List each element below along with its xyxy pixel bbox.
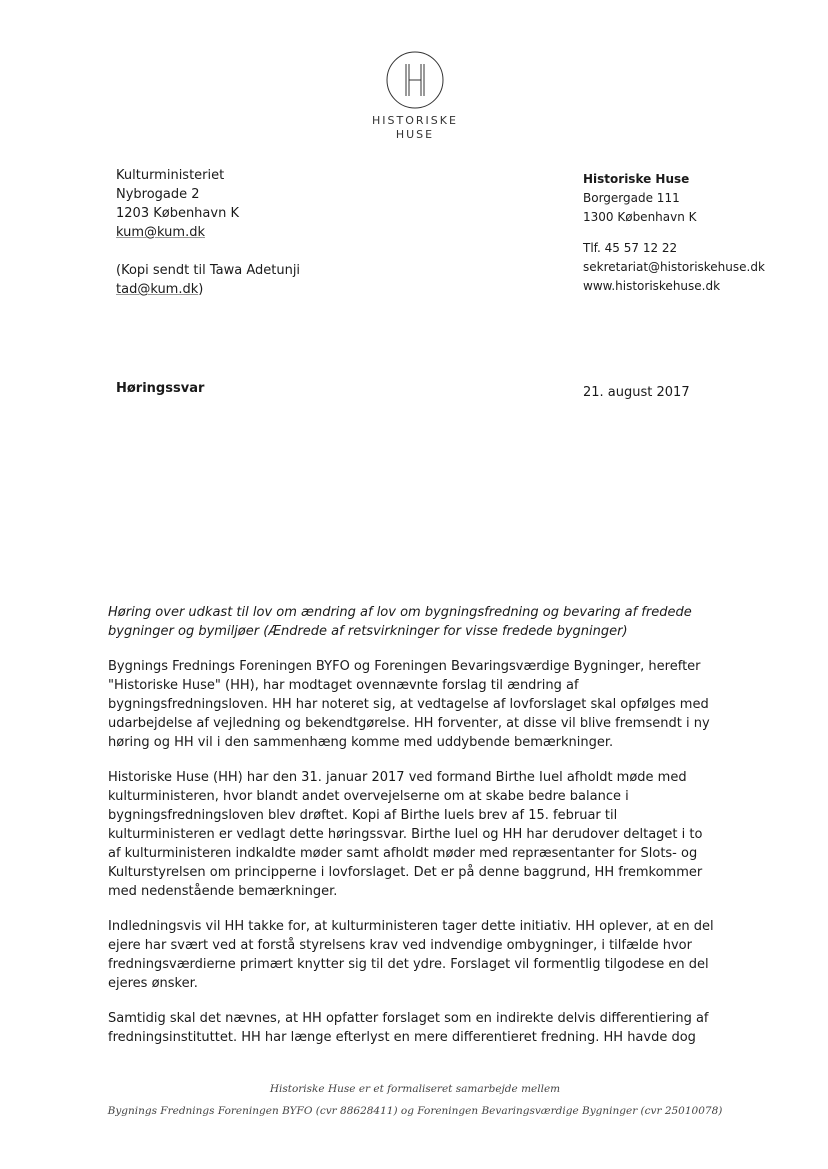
letter-subject: Høringssvar — [116, 381, 205, 396]
copy-email-link[interactable]: tad@kum.dk — [116, 282, 199, 297]
recipient-email-link[interactable]: kum@kum.dk — [116, 225, 205, 240]
body-paragraph-3: Indledningsvis vil HH takke for, at kulturministeren tager dette initiativ. HH oplever, at en del ejere har svært ved at forstå styrelsens krav ved indvendige ombygninger, i tilfælde hvor fredningsværdierne primært knytter sig til det ydre. Forslaget vil formentlig tilgodese en del ejeres ønsker. — [108, 919, 714, 991]
historiske-huse-logo — [360, 50, 470, 142]
logo-line-1: HISTORISKE — [372, 114, 458, 127]
recipient-city: 1203 København K — [116, 206, 239, 221]
logo-text — [360, 114, 470, 142]
sender-website[interactable]: www.historiskehuse.dk — [583, 279, 721, 293]
body-paragraph-2: Historiske Huse (HH) har den 31. januar 2017 ved formand Birthe Iuel afholdt møde med kulturministeren, hvor blandt andet overvejelserne om at skabe bedre balance i bygningsfredningsloven blev drøftet. Kopi af Birthe Iuels brev af 15. februar til kulturministeren er vedlagt dette høringssvar. Birthe Iuel og HH har derudover deltaget i to af kulturministeren indkaldte møder samt afholdt møder med repræsentanter for Slots- og Kulturstyrelsen om principperne i lovforslaget. Det er på denne baggrund, HH fremkommer med nedenstående bemærkninger. — [108, 770, 703, 899]
recipient-name: Kulturministeriet — [116, 168, 225, 183]
letter-date: 21. august 2017 — [583, 385, 690, 400]
hh-monogram-icon — [385, 50, 445, 110]
copy-notice — [116, 261, 300, 299]
body-heading: Høring over udkast til lov om ændring af lov om bygningsfredning og bevaring af fredede bygninger og bymiljøer (Ændrede af retsvirkninger for visse fredede bygninger) — [108, 605, 692, 639]
copy-email-row — [116, 280, 300, 299]
copy-line: (Kopi sendt til Tawa Adetunji — [116, 263, 301, 278]
body-paragraph-4: Samtidig skal det nævnes, at HH opfatter forslaget som en indirekte delvis differentiering af fredningsinstituttet. HH har længe efterlyst en mere differentieret fredning. HH havde dog — [108, 1011, 709, 1045]
recipient-address — [116, 166, 239, 242]
copy-close-paren: ) — [198, 282, 204, 297]
sender-email[interactable]: sekretariat@historiskehuse.dk — [583, 260, 765, 274]
sender-phone: Tlf. 45 57 12 22 — [583, 241, 678, 255]
sender-city: 1300 København K — [583, 210, 697, 224]
footer-line-1: Historiske Huse er et formaliseret samarbejde mellem — [269, 1083, 561, 1095]
letter-body — [108, 603, 714, 1063]
logo-line-2: HUSE — [395, 128, 435, 141]
sender-street: Borgergade 111 — [583, 191, 680, 205]
sender-name: Historiske Huse — [583, 172, 690, 186]
recipient-street: Nybrogade 2 — [116, 187, 200, 202]
body-paragraph-1: Bygnings Frednings Foreningen BYFO og Foreningen Bevaringsværdige Bygninger, herefter "Historiske Huse" (HH), har modtaget ovennævnte forslag til ændring af bygningsfredningsloven. HH har noteret sig, at vedtagelse af lovforslaget skal opfølges med udarbejdelse af vejledning og bekendtgørelse. HH forventer, at disse vil blive fremsendt i ny høring og HH vil i den sammenhæng komme med uddybende bemærkninger. — [108, 659, 710, 750]
footer-line-2: Bygnings Frednings Foreningen BYFO (cvr 88628411) og Foreningen Bevaringsværdige Bygninger (cvr 25010078) — [107, 1105, 723, 1117]
sender-address — [583, 170, 765, 296]
letter-footer — [70, 1078, 760, 1122]
